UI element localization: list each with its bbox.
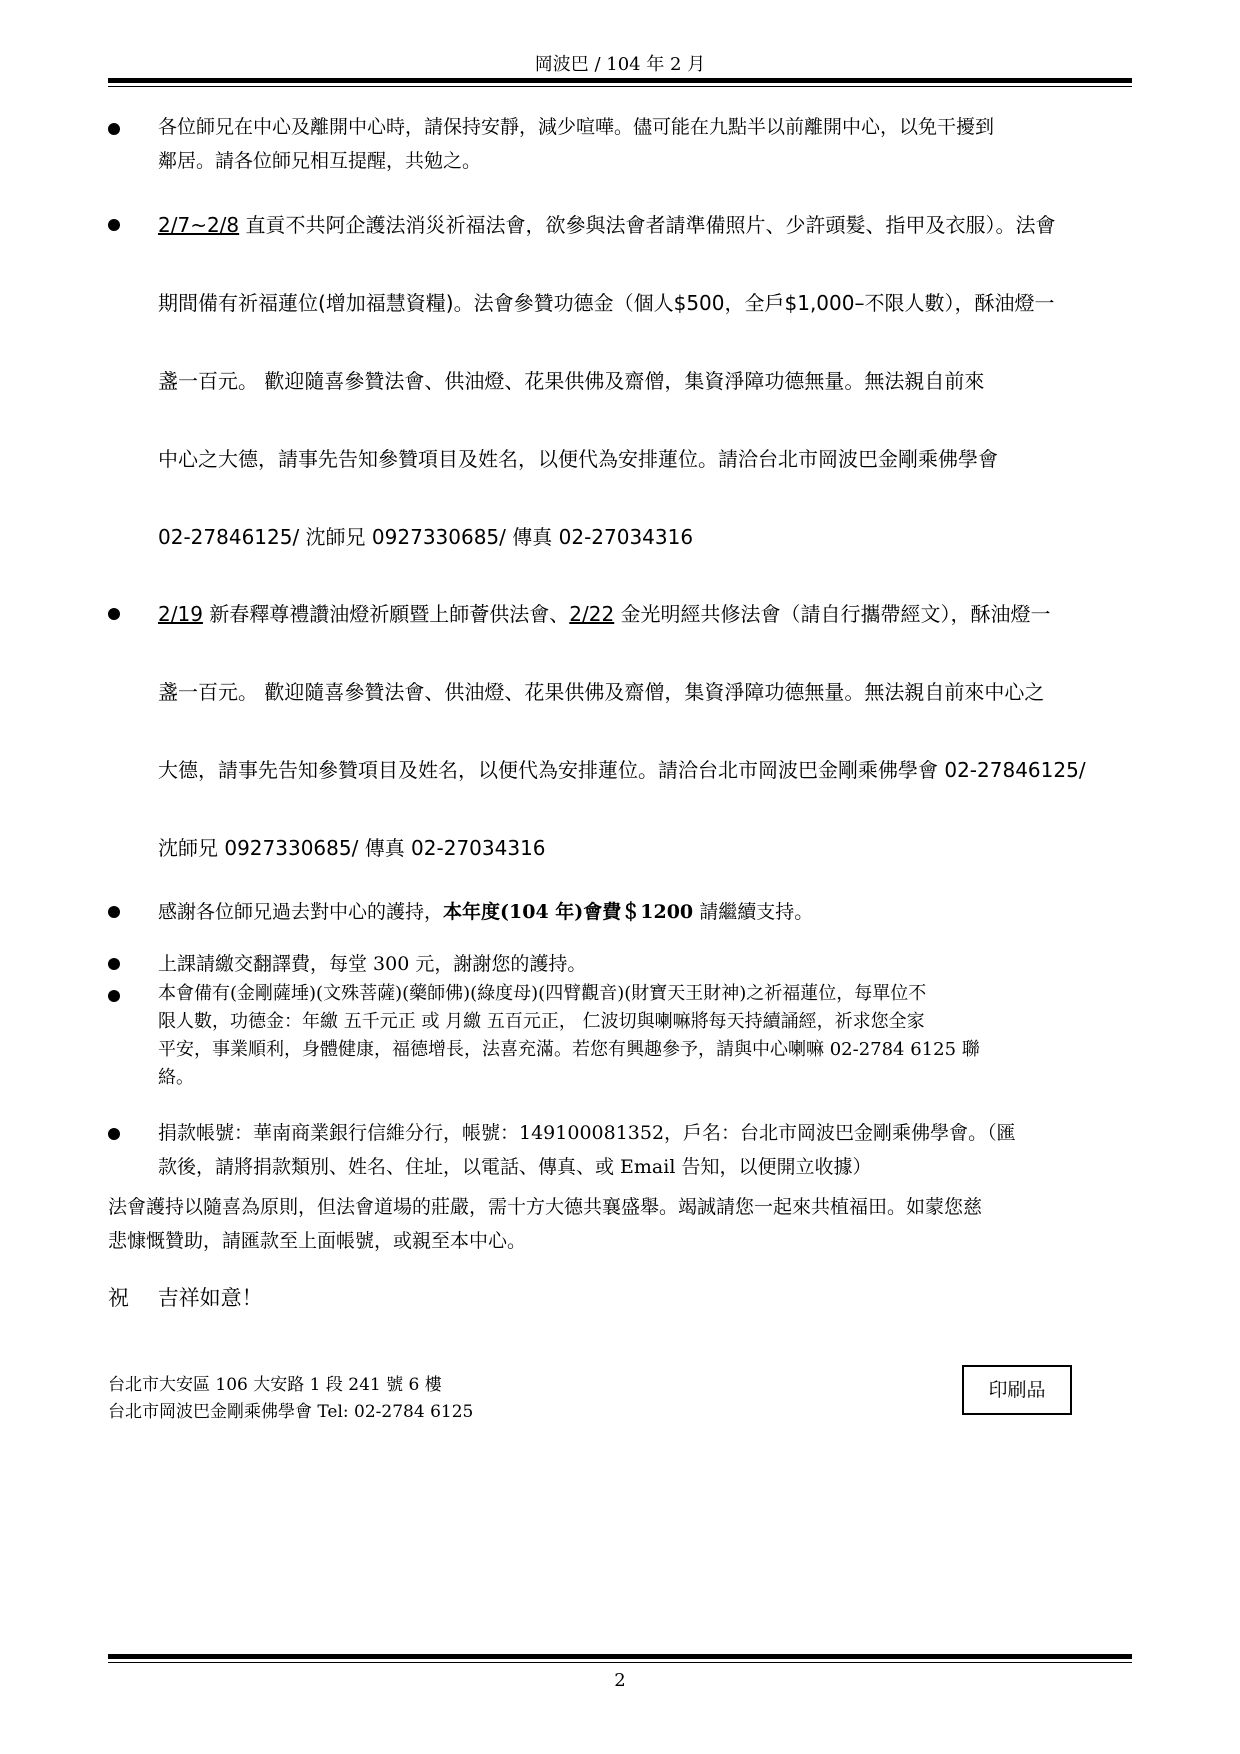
notice-text: 中心之大德，請事先告知參贊項目及姓名，以便代為安排蓮位。請洽台北市岡波巴金剛乘佛學會 bbox=[158, 447, 998, 471]
notice-line bbox=[158, 342, 1158, 420]
notice-line bbox=[158, 653, 1158, 731]
header-rule-thin bbox=[108, 86, 1132, 87]
bullet-icon bbox=[108, 990, 120, 1002]
bullet-icon bbox=[108, 123, 120, 135]
notice-text: 平安，事業順利，身體健康，福德增長，法喜充滿。若您有興趣參予，請與中心喇嘛 02-2784 6125 聯 bbox=[158, 1039, 980, 1060]
printed-matter-box: 印刷品 bbox=[962, 1365, 1072, 1415]
appeal-paragraph bbox=[108, 1190, 1158, 1258]
closing-prefix: 祝 bbox=[108, 1286, 129, 1310]
footer-rule-thick bbox=[108, 1654, 1132, 1659]
notice-donation-account bbox=[158, 1116, 1158, 1184]
notice-line bbox=[158, 110, 1158, 144]
notice-line bbox=[158, 575, 1158, 653]
footer-address: 台北市大安區 106 大安路 1 段 241 號 6 樓 bbox=[108, 1375, 442, 1395]
header-title: 岡波巴 / 104 年 2 月 bbox=[534, 54, 706, 75]
bullet-icon bbox=[108, 608, 120, 620]
notice-line bbox=[158, 498, 1158, 576]
footer-org-contact: 台北市岡波巴金剛乘佛學會 Tel: 02-2784 6125 bbox=[108, 1402, 474, 1422]
notice-text: 大德，請事先告知參贊項目及姓名，以便代為安排蓮位。請洽台北市岡波巴金剛乘佛學會 02-27846125/ bbox=[158, 758, 1086, 782]
notice-text: 上課請繳交翻譯費，每堂 300 元，謝謝您的護持。 bbox=[158, 953, 587, 975]
footer-address-block bbox=[108, 1372, 473, 1426]
notice-text: 欲參與法會者請準備照片、少許頭髮、指甲及衣服）。法會 bbox=[545, 213, 1056, 237]
notice-text: 鄰居。請各位師兄相互提醒，共勉之。 bbox=[158, 150, 482, 172]
notice-text: 本年度(104 年)會費＄1200 bbox=[443, 901, 694, 923]
date-text: 2/22 bbox=[569, 602, 615, 626]
notice-line bbox=[158, 895, 1158, 929]
notice-line bbox=[158, 1150, 1158, 1184]
notice-text: 02-27846125/ 沈師兄 0927330685/ 傳真 02-27034316 bbox=[158, 525, 694, 549]
notice-line bbox=[158, 947, 1158, 981]
notice-line bbox=[158, 980, 1158, 1008]
notice-quiet-reminder bbox=[158, 110, 1158, 178]
bullet-icon bbox=[108, 1128, 120, 1140]
notice-line bbox=[158, 1116, 1158, 1150]
notice-translation-fee bbox=[158, 947, 1158, 981]
notice-text: 盞一百元。 歡迎隨喜參贊法會、供油燈、花果供佛及齋僧，集資淨障功德無量。無法親自前來中心之 bbox=[158, 680, 1045, 704]
date-text: 2/19 bbox=[158, 602, 203, 626]
notice-new-year-ceremony bbox=[158, 575, 1158, 887]
appeal-line: 悲慷慨贊助，請匯款至上面帳號，或親至本中心。 bbox=[108, 1230, 527, 1252]
notice-line bbox=[158, 186, 1158, 264]
footer-rule-thin bbox=[108, 1662, 1132, 1663]
notice-text: 新春釋尊禮讚油燈祈願暨上師薈供法會、 bbox=[202, 602, 570, 626]
notice-text: 直貢不共阿企護法消災祈福法會， bbox=[239, 213, 546, 237]
notice-line bbox=[158, 420, 1158, 498]
notice-blessing-seats bbox=[158, 980, 1158, 1092]
notice-line bbox=[158, 144, 1158, 178]
notice-line bbox=[158, 809, 1158, 887]
notice-text: 盞一百元。 歡迎隨喜參贊法會、供油燈、花果供佛及齋僧，集資淨障功德無量。無法親自前來 bbox=[158, 369, 985, 393]
notice-text: 請繼續支持。 bbox=[693, 901, 814, 923]
bullet-icon bbox=[108, 958, 120, 970]
notice-text: 金光明經共修法會（請自行攜帶經文），酥油燈一 bbox=[614, 602, 1051, 626]
notice-text: 感謝各位師兄過去對中心的護持， bbox=[158, 901, 444, 923]
notice-text: 各位師兄在中心及離開中心時，請保持安靜，減少喧嘩。儘可能在九點半以前離開中心，以免干擾到 bbox=[158, 116, 995, 138]
notice-text: 限人數，功德金：年繳 五千元正 或 月繳 五百元正， 仁波切與喇嘛將每天持續誦經，祈求您全家 bbox=[158, 1011, 925, 1032]
notice-line bbox=[158, 1008, 1158, 1036]
header-rule-thick bbox=[108, 78, 1132, 83]
notice-membership-fee bbox=[158, 895, 1158, 929]
notice-line bbox=[158, 264, 1158, 342]
bullet-icon bbox=[108, 219, 120, 231]
notice-text: 本會備有(金剛薩埵)(文殊菩薩)(藥師佛)(綠度母)(四臂觀音)(財寶天王財神)之祈福蓮位，每單位不 bbox=[158, 983, 927, 1004]
notice-line bbox=[158, 1064, 1158, 1092]
notice-protector-ceremony bbox=[158, 186, 1158, 576]
notice-text: 捐款帳號：華南商業銀行信維分行，帳號：149100081352，戶名：台北市岡波巴金剛乘佛學會。（匯 bbox=[158, 1122, 1016, 1144]
bullet-icon bbox=[108, 906, 120, 918]
date-text: 2/7~2/8 bbox=[158, 213, 240, 237]
notice-line bbox=[158, 731, 1158, 809]
closing-greeting bbox=[108, 1282, 263, 1312]
notice-text: 絡。 bbox=[158, 1067, 194, 1088]
notice-line bbox=[158, 1036, 1158, 1064]
notice-text: 沈師兄 0927330685/ 傳真 02-27034316 bbox=[158, 836, 546, 860]
closing-wish: 吉祥如意！ bbox=[157, 1286, 263, 1310]
notice-text: 款後，請將捐款類別、姓名、住址，以電話、傳真、或 Email 告知，以便開立收據） bbox=[158, 1156, 872, 1178]
appeal-line: 法會護持以隨喜為原則，但法會道場的莊嚴，需十方大德共襄盛舉。竭誠請您一起來共植福田。如蒙您慈 bbox=[108, 1196, 983, 1218]
page-number: 2 bbox=[614, 1670, 626, 1691]
notice-text: 期間備有祈福蓮位(增加福慧資糧)。法會參贊功德金（個人$500，全戶$1,000–不限人數），酥油燈一 bbox=[158, 291, 1055, 315]
